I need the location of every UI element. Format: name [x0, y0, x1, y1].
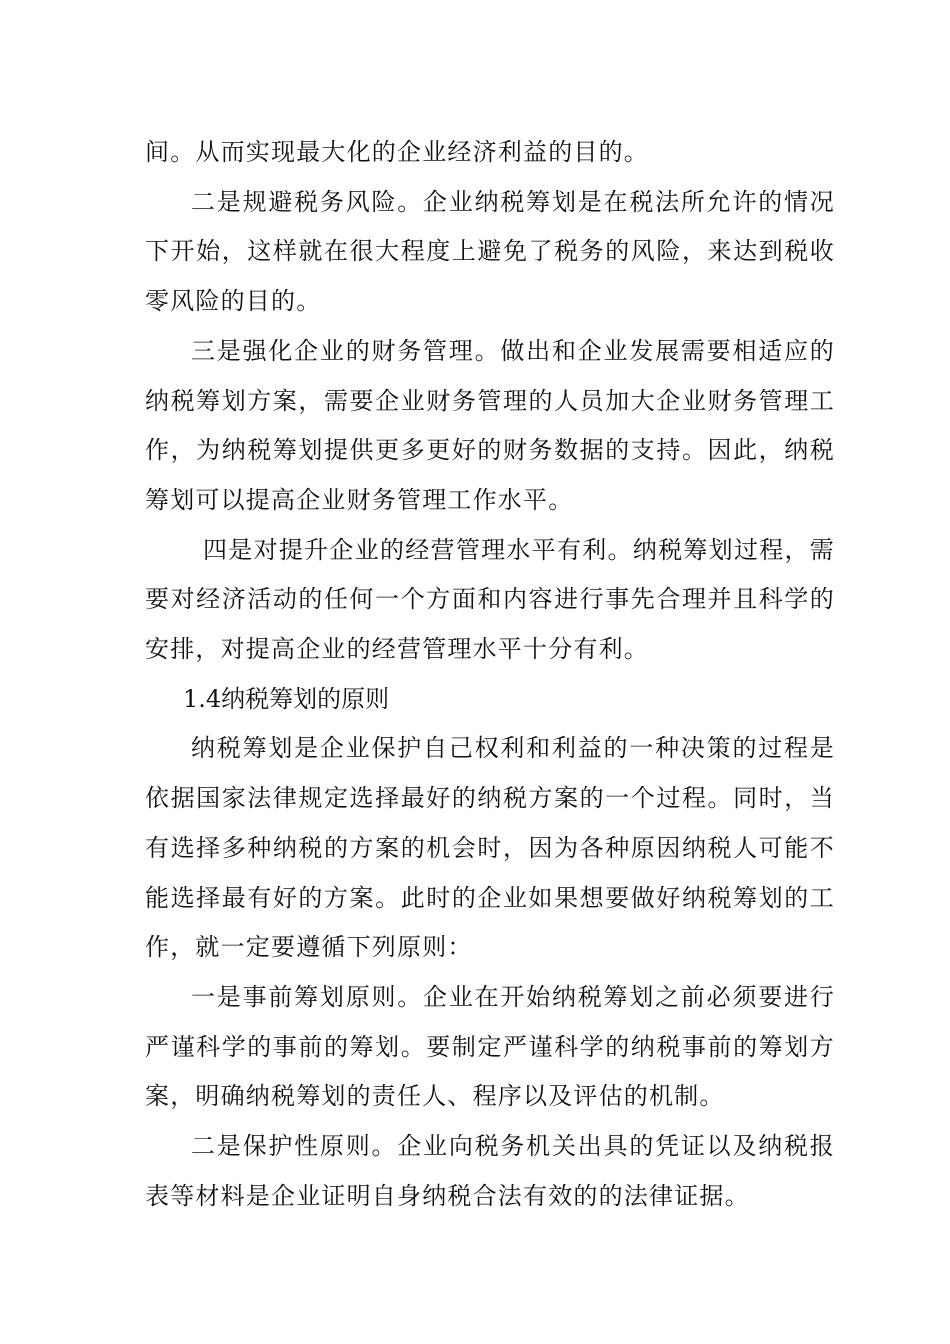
paragraph-continuation: 间。从而实现最大化的企业经济利益的目的。: [145, 138, 649, 166]
paragraph-protective-principle: 二是保护性原则。企业向税务机关出具的凭证以及纳税报表等材料是企业证明自身纳税合法有效的的法律证据。: [145, 1132, 835, 1210]
document-body: [145, 128, 835, 1221]
section-heading: 1.4纳税筹划的原则: [183, 684, 390, 713]
paragraph-avoid-tax-risk: 二是规避税务风险。企业纳税筹划是在税法所允许的情况下开始，这样就在很大程度上避免了税务的风险，来达到税收零风险的目的。: [145, 187, 835, 316]
paragraph-principles-intro: 纳税筹划是企业保护自己权利和利益的一种决策的过程是依据国家法律规定选择最好的纳税方案的一个过程。同时，当有选择多种纳税的方案的机会时，因为各种原因纳税人可能不能选择最有好的方案。此时的企业如果想要做好纳税筹划的工作，就一定要遵循下列原则：: [145, 734, 835, 962]
paragraph-prior-planning-principle: 一是事前筹划原则。企业在开始纳税筹划之前必须要进行严谨科学的事前的筹划。要制定严谨科学的纳税事前的筹划方案，明确纳税筹划的责任人、程序以及评估的机制。: [145, 982, 835, 1111]
paragraph-operation-management: 四是对提升企业的经营管理水平有利。纳税筹划过程，需要对经济活动的任何一个方面和内容进行事先合理并且科学的安排，对提高企业的经营管理水平十分有利。: [145, 535, 835, 664]
paragraph-financial-management: 三是强化企业的财务管理。做出和企业发展需要相适应的纳税筹划方案，需要企业财务管理的人员加大企业财务管理工作，为纳税筹划提供更多更好的财务数据的支持。因此，纳税筹划可以提高企业财务管理工作水平。: [145, 336, 835, 514]
